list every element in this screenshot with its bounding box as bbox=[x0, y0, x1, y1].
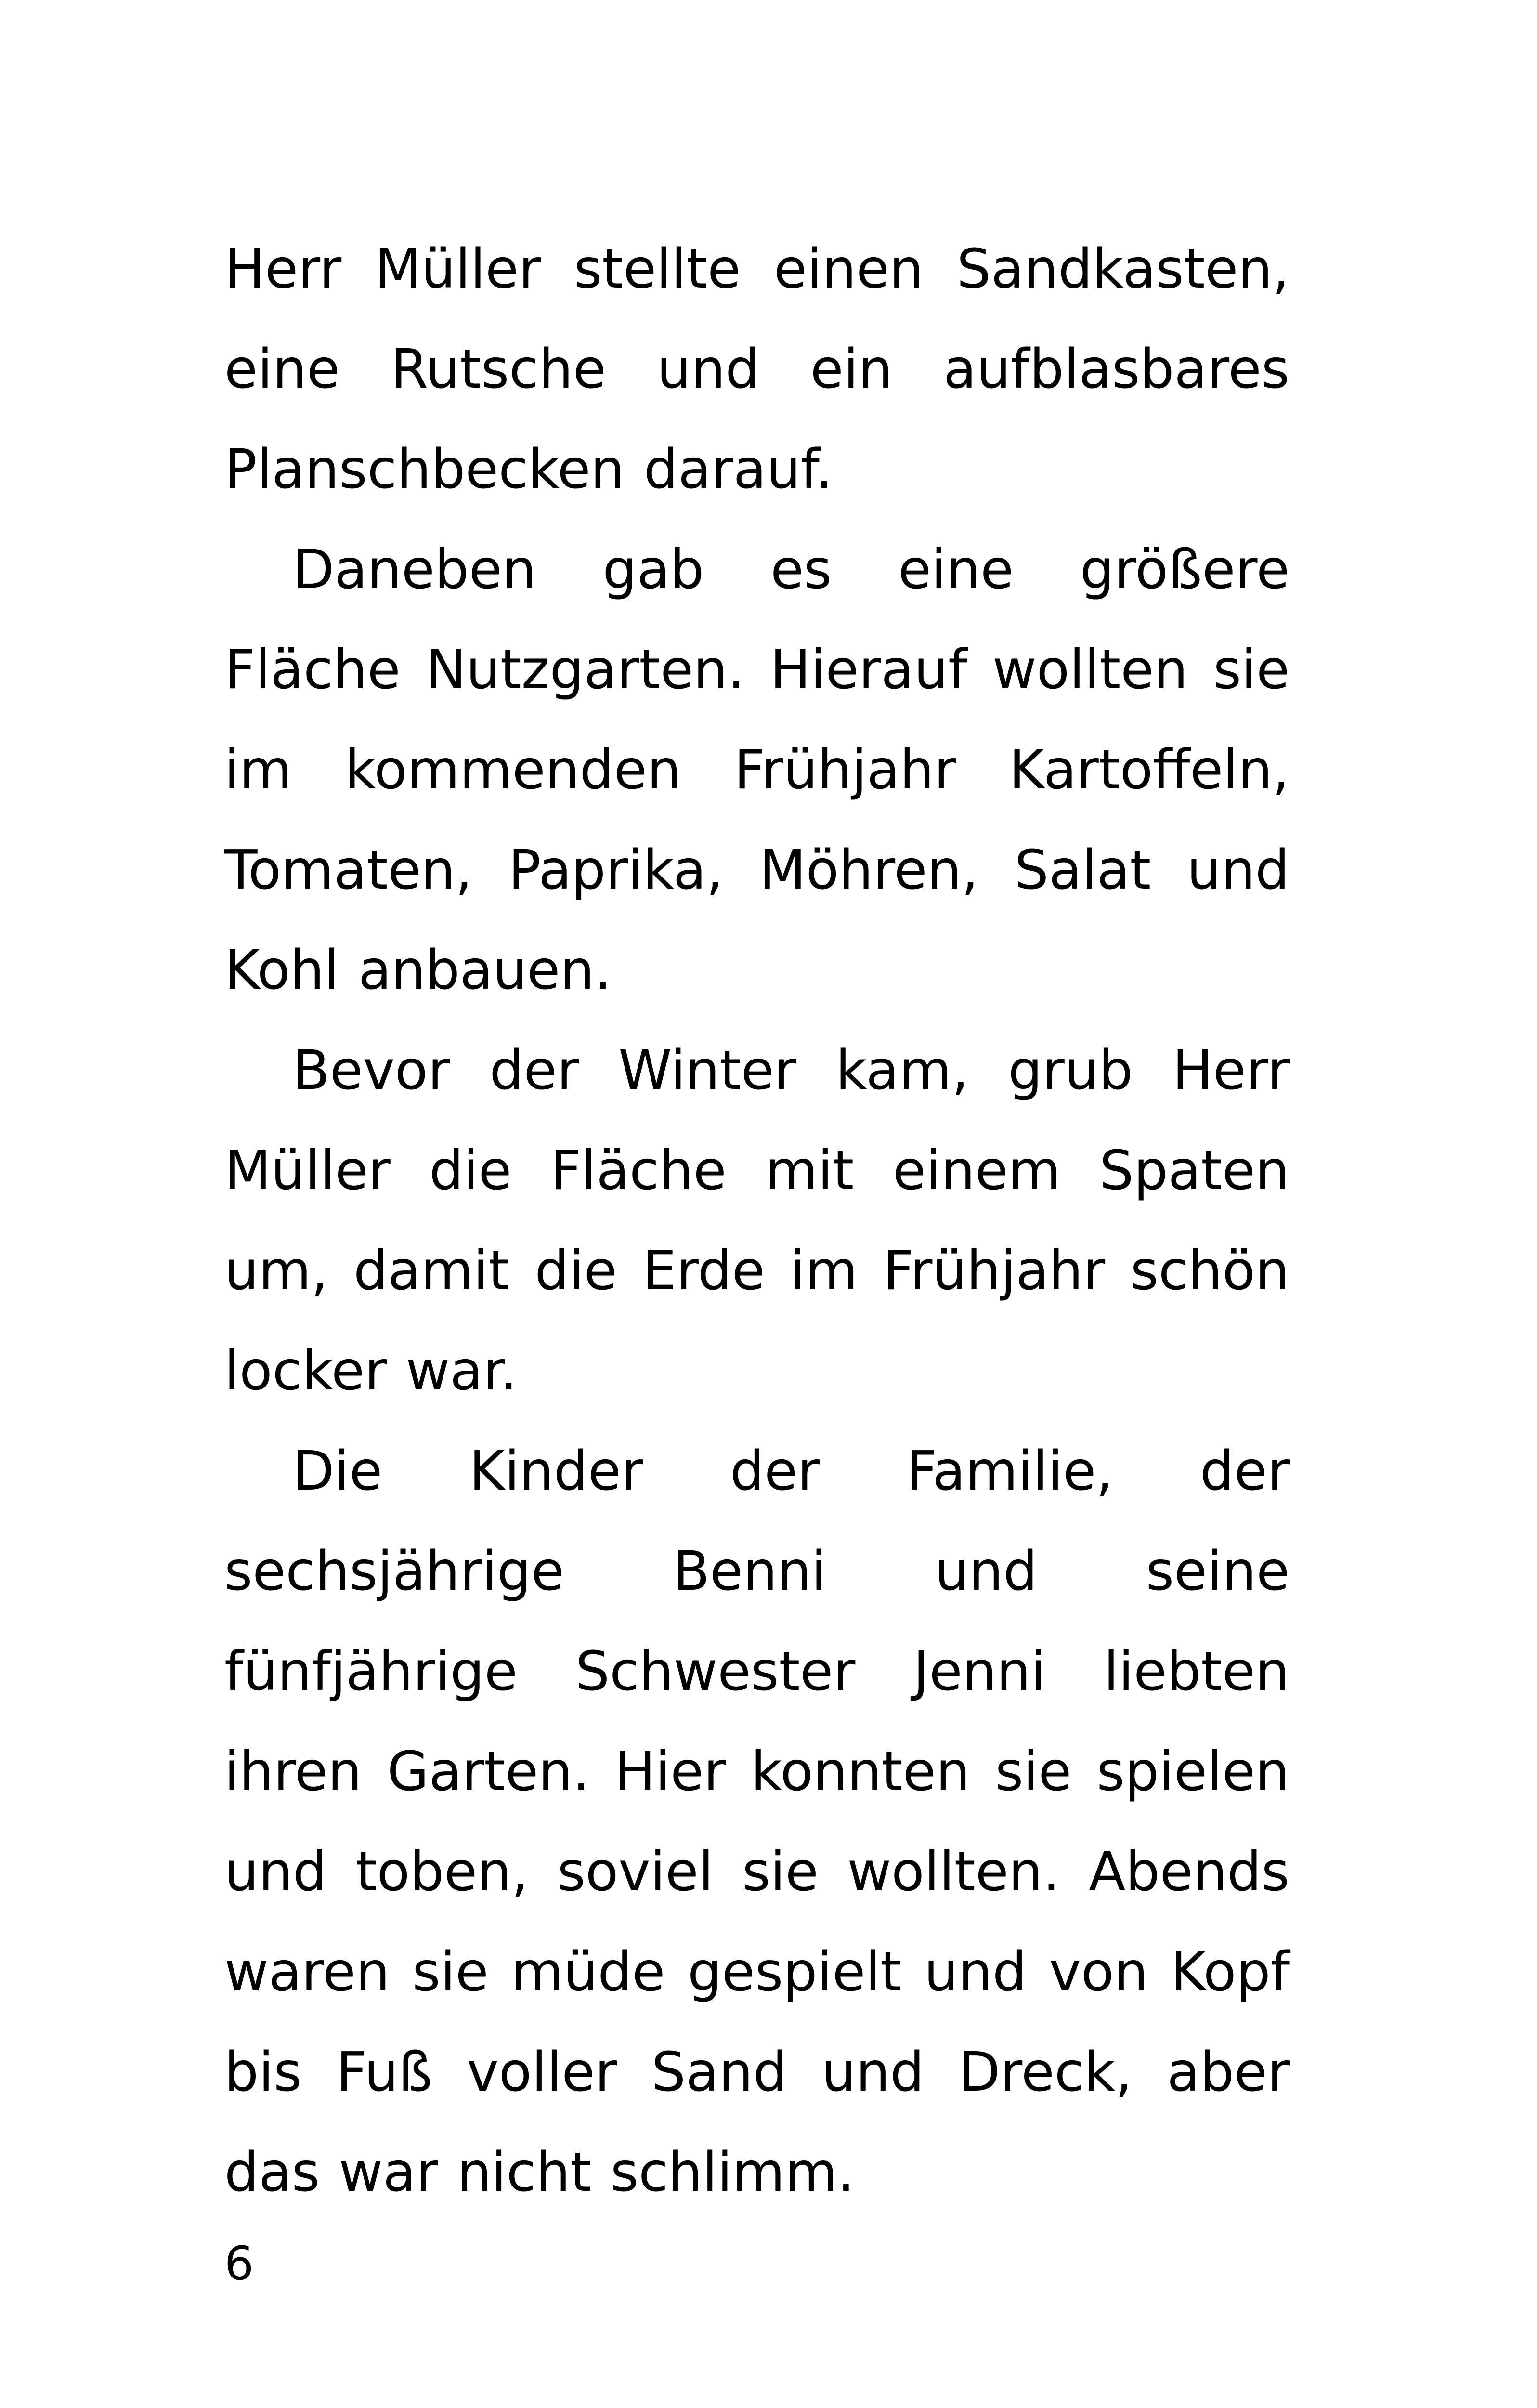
paragraph-3: Bevor der Winter kam, grub Herr Müller die Fläche mit einem Spaten um, damit die Erde im Frühjahr schön locker war. bbox=[224, 1039, 1290, 1402]
paragraph-4: Die Kinder der Familie, der sechsjährige Benni und seine fünfjährige Schwester Jenni liebten ihren Garten. Hier konnten sie spielen und toben, soviel sie wollten. Abends waren sie müde gespielt und von Kopf bis Fuß voller Sand und Dreck, aber das war nicht schlimm. bbox=[224, 1440, 1290, 2204]
paragraph-2: Daneben gab es eine größere Fläche Nutzgarten. Hierauf wollten sie im kommenden Frühjahr Kartoffeln, Tomaten, Paprika, Möhren, Salat und Kohl anbauen. bbox=[224, 538, 1290, 1002]
page-number: 6 bbox=[224, 2237, 254, 2290]
paragraph-1: Herr Müller stellte einen Sandkasten, eine Rutsche und ein aufblasbares Planschbecken darauf. bbox=[224, 238, 1290, 501]
body-text bbox=[224, 219, 1290, 2223]
